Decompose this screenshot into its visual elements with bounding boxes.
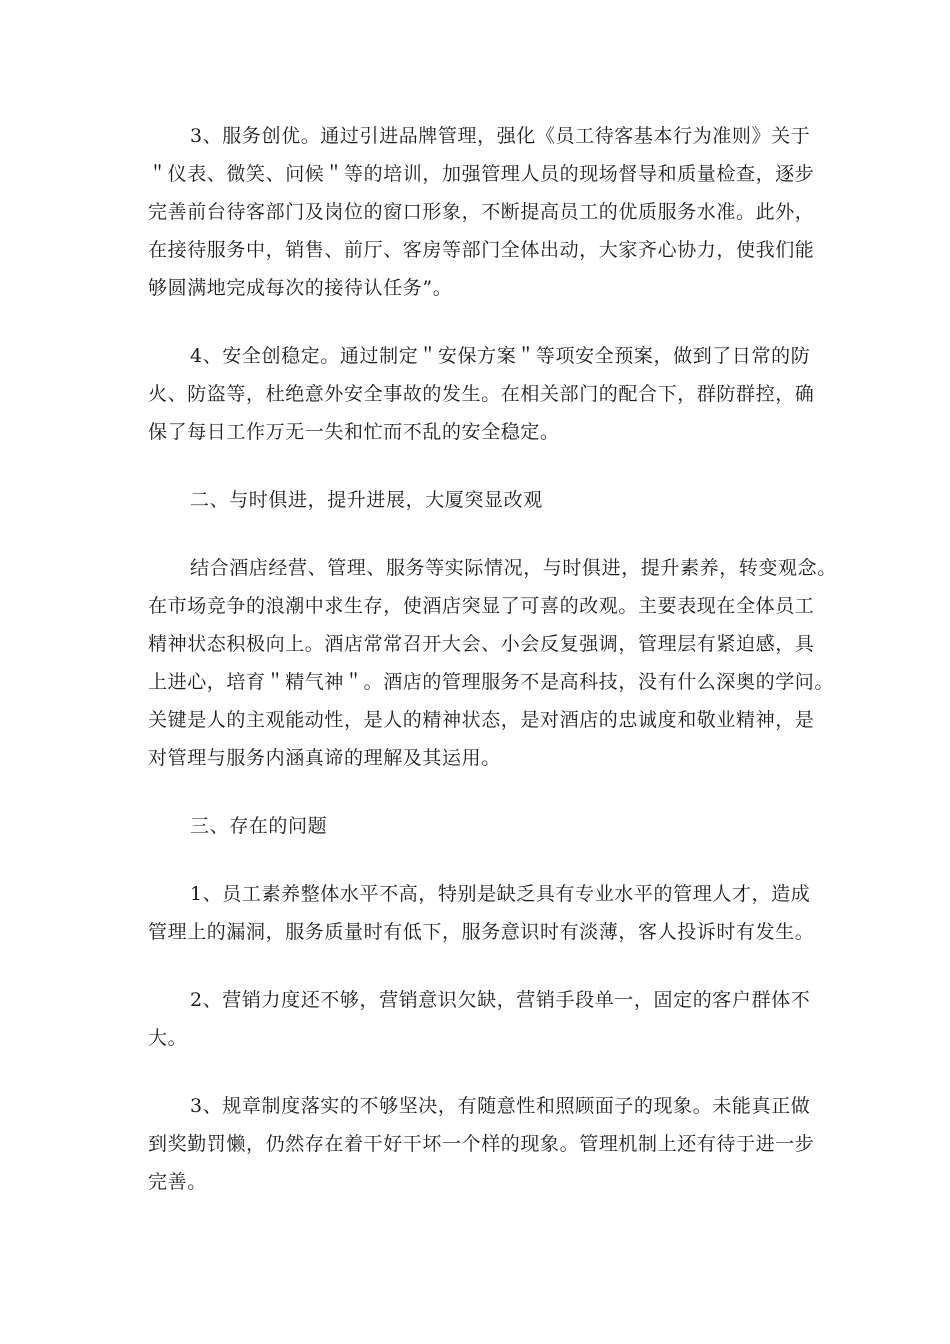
paragraph-line: 完善前台待客部门及岗位的窗口形象，不断提高员工的优质服务水准。此外， bbox=[148, 201, 815, 223]
paragraph-line: 上进心，培育＂精气神＂。酒店的管理服务不是高科技，没有什么深奥的学问。 bbox=[148, 671, 835, 693]
paragraph-line: 在接待服务中，销售、前厅、客房等部门全体出动，大家齐心协力，使我们能 bbox=[148, 239, 815, 261]
section-heading: 二、与时俱进，提升进展，大厦突显改观 bbox=[190, 489, 543, 511]
paragraph-line: 结合酒店经营、管理、服务等实际情况，与时俱进，提升素养，转变观念。 bbox=[190, 557, 837, 579]
paragraph-line: 够圆满地完成每次的接待认任务”。 bbox=[148, 277, 453, 299]
paragraph-line: 大。 bbox=[148, 1027, 188, 1049]
paragraph-line: 3、规章制度落实的不够坚决，有随意性和照顾面子的现象。未能真正做 bbox=[190, 1095, 811, 1117]
paragraph-line: 精神状态积极向上。酒店常常召开大会、小会反复强调，管理层有紧迫感，具 bbox=[148, 633, 815, 655]
paragraph-line: ＂仪表、微笑、问候＂等的培训，加强管理人员的现场督导和质量检查，逐步 bbox=[148, 163, 815, 185]
paragraph-line: 完善。 bbox=[148, 1171, 207, 1193]
paragraph-line: 在市场竞争的浪潮中求生存，使酒店突显了可喜的改观。主要表现在全体员工 bbox=[148, 595, 815, 617]
paragraph-line: 保了每日工作万无一失和忙而不乱的安全稳定。 bbox=[148, 421, 560, 443]
paragraph-line: 到奖勤罚懒，仍然存在着干好干坏一个样的现象。管理机制上还有待于进一步 bbox=[148, 1133, 815, 1155]
paragraph-line: 1、员工素养整体水平不高，特别是缺乏具有专业水平的管理人才，造成 bbox=[190, 883, 811, 905]
paragraph-line: 关键是人的主观能动性，是人的精神状态，是对酒店的忠诚度和敬业精神，是 bbox=[148, 709, 815, 731]
paragraph-line: 3、服务创优。通过引进品牌管理，强化《员工待客基本行为准则》关于 bbox=[190, 125, 811, 147]
paragraph-line: 4、安全创稳定。通过制定＂安保方案＂等项安全预案，做到了日常的防 bbox=[190, 345, 811, 367]
section-heading: 三、存在的问题 bbox=[190, 815, 328, 837]
paragraph-line: 火、防盗等，杜绝意外安全事故的发生。在相关部门的配合下，群防群控，确 bbox=[148, 383, 815, 405]
paragraph-line: 对管理与服务内涵真谛的理解及其运用。 bbox=[148, 747, 501, 769]
paragraph-line: 管理上的漏洞，服务质量时有低下，服务意识时有淡薄，客人投诉时有发生。 bbox=[148, 921, 815, 943]
paragraph-line: 2、营销力度还不够，营销意识欠缺，营销手段单一，固定的客户群体不 bbox=[190, 989, 811, 1011]
